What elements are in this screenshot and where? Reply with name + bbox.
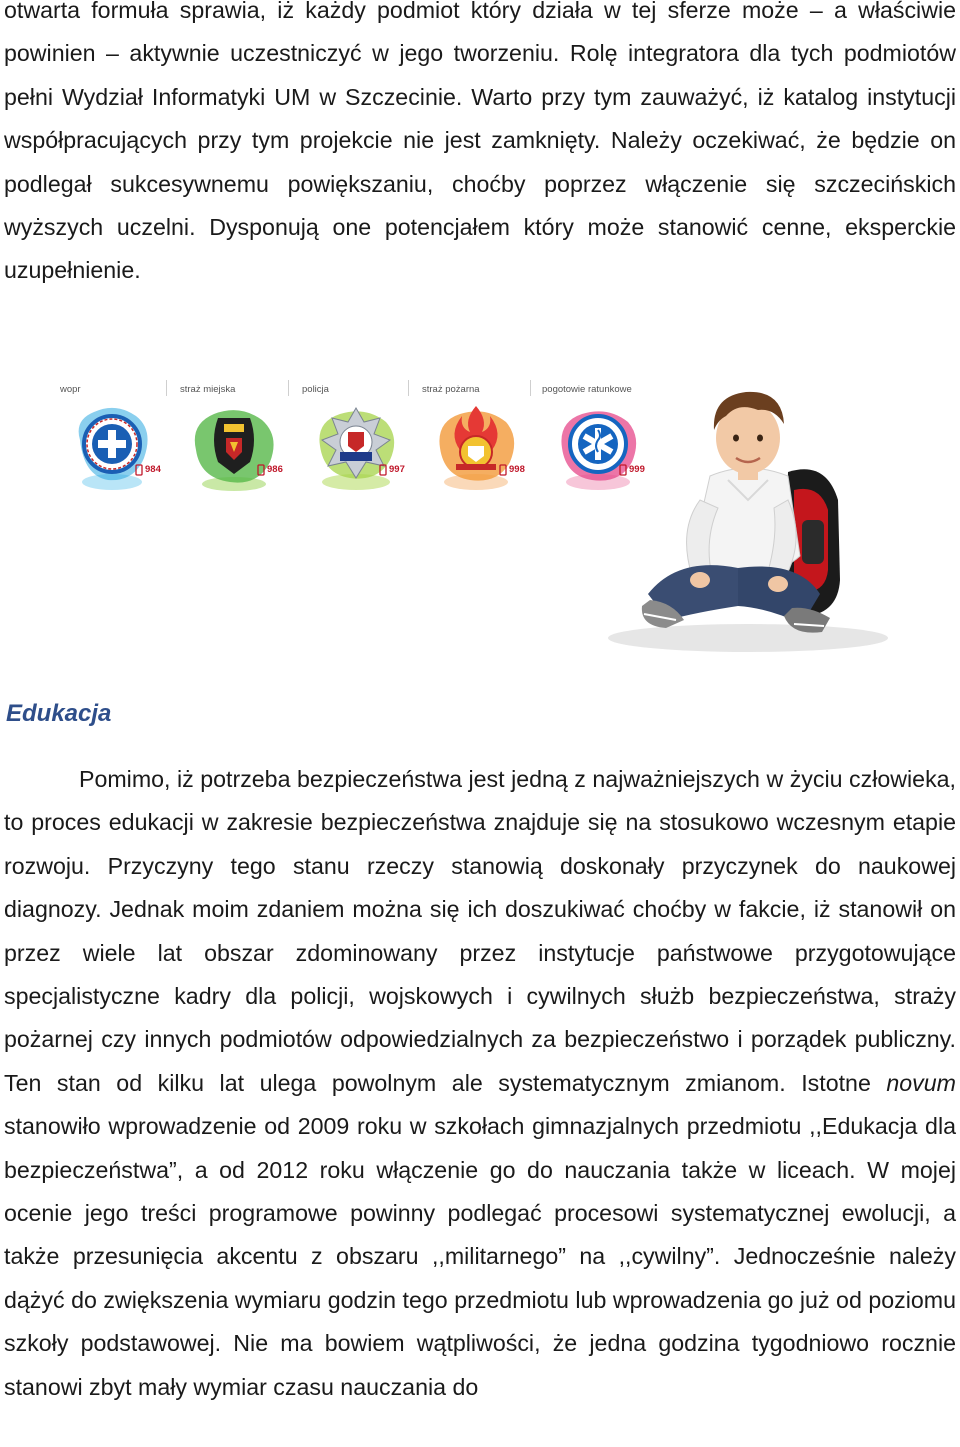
service-label-wopr: wopr (60, 384, 81, 395)
section-heading: Edukacja (6, 700, 112, 727)
divider (166, 380, 167, 396)
divider (288, 380, 289, 396)
policja-badge-icon (310, 400, 406, 500)
phone-icon (256, 464, 266, 476)
italic-term: novum (886, 1069, 956, 1096)
service-number-policja: 997 (389, 464, 405, 475)
education-text-end: stanowiło wprowadzenie od 2009 roku w szkołach gimnazjalnych przedmiotu ,,Edukacja dla bezpieczeństwa”, a od 2012 roku włączenie go do nauczania także w liceach. W mojej ocenie jego treści programowe powinny podlegać procesowi systematycznej ewolucji, a także przesunięcia akcentu z obszaru ,,militarnego” na ,,cywilny”. Jednocześnie należy dążyć do zwiększenia wymiaru godzin tego przedmiotu lub wprowadzenia go już od poziomu szkoły podstawowej. Nie ma bowiem wątpliwości, że jedna godzina tygodniowo rocznie stanowi zbyt mały wymiar czasu nauczania do (4, 1113, 956, 1400)
wopr-badge-icon (70, 400, 162, 500)
straz-pozarna-badge-icon (430, 400, 526, 500)
emergency-services-figure (48, 360, 908, 660)
service-label-straz-pozarna: straż pożarna (422, 384, 480, 395)
phone-icon (134, 464, 144, 476)
service-label-straz-miejska: straż miejska (180, 384, 236, 395)
phone-icon (378, 464, 388, 476)
divider (530, 380, 531, 396)
service-number-pogotowie: 999 (629, 464, 645, 475)
service-number-straz-pozarna: 998 (509, 464, 525, 475)
education-paragraph (4, 758, 956, 1409)
service-label-pogotowie: pogotowie ratunkowe (542, 384, 632, 395)
service-number-straz-miejska: 986 (267, 464, 283, 475)
boy-with-backpack-image (588, 380, 908, 660)
straz-miejska-badge-icon (188, 400, 284, 500)
intro-paragraph: otwarta formuła sprawia, iż każdy podmiot który działa w tej sferze może – a właściwie powinien – aktywnie uczestniczyć w jego tworzeniu. Rolę integratora dla tych podmiotów pełni Wydział Informatyki UM w Szczecinie. Warto przy tym zauważyć, iż katalog instytucji współpracujących przy tym projekcie nie jest zamknięty. Należy oczekiwać, że będzie on podlegał sukcesywnemu powiększaniu, choćby poprzez włączenie się szczecińskich wyższych uczelni. Dysponują one potencjałem który może stanowić cenne, eksperckie uzupełnienie. (4, 0, 956, 284)
service-label-policja: policja (302, 384, 329, 395)
divider (408, 380, 409, 396)
phone-icon (498, 464, 508, 476)
education-text-start: Pomimo, iż potrzeba bezpieczeństwa jest jedną z najważniejszych w życiu człowieka, to proces edukacji w zakresie bezpieczeństwa znajduje się na stosukowo wczesnym etapie rozwoju. Przyczyny tego stanu rzeczy stanowią doskonały przyczynek do naukowej diagnozy. Jednak moim zdaniem można się ich doszukiwać choćby w fakcie, iż stanowił on przez wiele lat obszar zdominowany przez instytucje państwowe przygotowujące specjalistyczne kadry dla policji, wojskowych i cywilnych służb bezpieczeństwa, straży pożarnej czy innych podmiotów odpowiedzialnych za bezpieczeństwo i porządek publiczny. Ten stan od kilku lat ulega powolnym ale systematycznym zmianom. Istotne (4, 766, 956, 1096)
service-number-wopr: 984 (145, 464, 161, 475)
